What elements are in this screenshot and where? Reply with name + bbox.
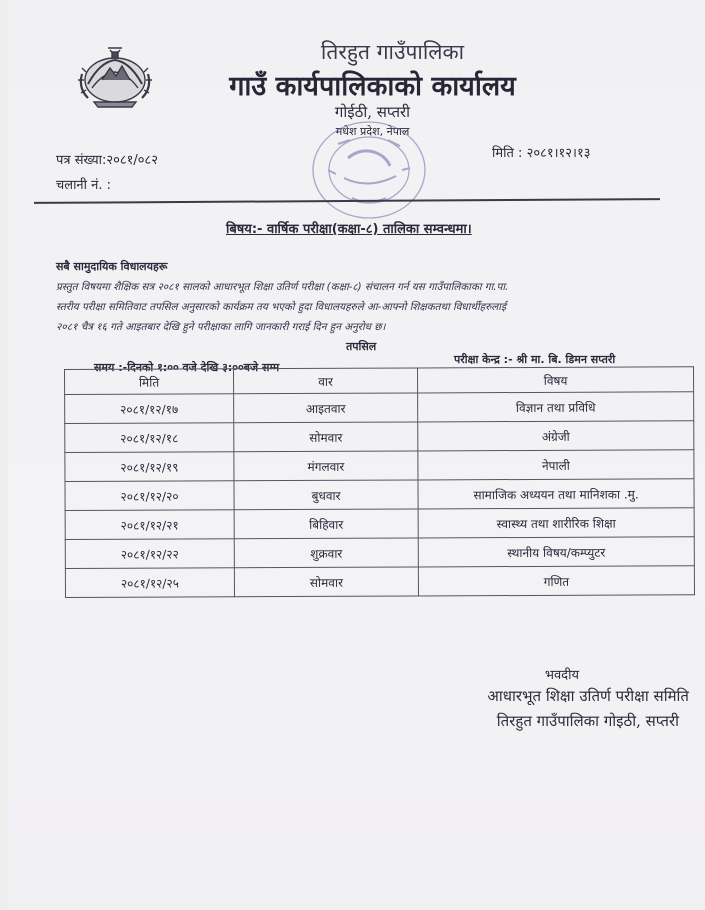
table-row — [65, 508, 694, 540]
cell-day: आइतवार — [234, 393, 418, 423]
cell-day: मंगलवार — [234, 451, 418, 481]
cell-day: बुधवार — [234, 480, 418, 510]
letter-date: मिति : २०८१।१२।१३ — [492, 146, 591, 161]
table-row — [65, 537, 694, 569]
office-province: मधेश प्रदेश, नेपाल — [335, 125, 410, 138]
office-title: गाउँ कार्यपालिकाको कार्यालय — [229, 71, 516, 102]
letter-reference-number: पत्र संख्या:२०८१/०८२ — [56, 153, 159, 168]
column-header-subject: विषय — [417, 367, 693, 393]
cell-date: २०८१/१२/१८ — [65, 423, 234, 453]
cell-date: २०८१/१२/२१ — [65, 510, 234, 540]
body-line: स्तरीय परीक्षा समितिवाट तपसिल अनुसारको कार्यक्रम तय भएको हुदा विधालयहरुले आ-आफ्नो शिक्षकतथा विधार्थीहरुलाई — [56, 301, 507, 313]
table-row — [65, 566, 694, 598]
cell-day: सोमवार — [234, 422, 418, 452]
cell-subject: सामाजिक अध्ययन तथा मानिशका .मु. — [418, 479, 694, 509]
signatory-committee: आधारभूत शिक्षा उतिर्ण परीक्षा समिति — [487, 687, 689, 705]
signatory-municipality: तिरहुत गाउँपालिका गोइठी, सप्तरी — [496, 712, 679, 730]
cell-subject: स्वास्थ्य तथा शारीरिक शिक्षा — [418, 508, 694, 538]
cell-date: २०८१/१२/१९ — [65, 452, 234, 482]
cell-subject: विज्ञान तथा प्रविधि — [418, 392, 694, 422]
exam-schedule-table — [64, 366, 695, 598]
table-row — [65, 450, 694, 482]
closing-salutation: भवदीय — [544, 668, 579, 683]
municipality-name: तिरहुत गाउँपालिका — [320, 40, 465, 64]
dispatch-number-label: चलानी नं. : — [56, 178, 112, 193]
cell-subject: गणित — [418, 566, 694, 596]
cell-subject: स्थानीय विषय/कम्प्युटर — [418, 537, 694, 567]
office-location: गोईठी, सप्तरी — [334, 103, 411, 121]
column-header-date: मिति — [65, 369, 234, 395]
cell-date: २०८१/१२/१७ — [65, 394, 234, 424]
cell-day: शुक्रवार — [234, 538, 418, 568]
cell-subject: अंग्रेजी — [418, 421, 694, 451]
cell-day: बिहिवार — [234, 509, 418, 539]
schedule-heading: तपसिल — [346, 340, 377, 353]
table-row — [65, 421, 694, 453]
letter-body — [56, 277, 688, 337]
exam-center: परीक्षा केन्द्र :- श्री मा. बि. डिमन सप्तरी — [454, 353, 616, 366]
cell-day: सोमवार — [234, 567, 418, 597]
cell-date: २०८१/१२/२२ — [65, 539, 234, 569]
cell-subject: नेपाली — [418, 450, 694, 480]
cell-date: २०८१/१२/२० — [65, 481, 234, 511]
table-row — [65, 479, 694, 511]
body-line: प्रस्तुत विषयमा शैक्षिक सत्र २०८१ सालको आधारभूत शिक्षा उतिर्ण परीक्षा (कक्षा-८) संचालन गर्न यस गाउँपालिकाका गा.पा. — [56, 281, 509, 293]
letter-subject: बिषय:- वार्षिक परीक्षा(कक्षा-८) तालिका सम्वन्धमा। — [226, 222, 472, 237]
table-header-row — [65, 367, 694, 395]
column-header-day: वार — [234, 368, 418, 394]
table-row — [65, 392, 694, 424]
cell-date: २०८१/१२/२५ — [65, 568, 234, 598]
body-line: २०८१ चैत्र १६ गते आइतबार देखि हुने परीक्षाका लागि जानकारी गराई दिन हुन अनुरोध छ। — [56, 321, 386, 333]
letter-addressee: सबै सामुदायिक विधालयहरू — [56, 260, 168, 273]
office-stamp-icon — [308, 118, 430, 222]
exam-time: समय :-दिनको १:०० वजे देखि ३:००बजे सम्म — [94, 361, 280, 374]
